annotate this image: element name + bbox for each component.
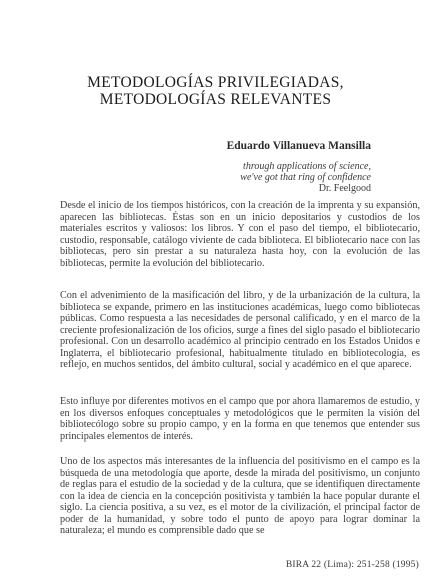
body-paragraph-3: Esto influye por diferentes motivos en el campo que por ahora llamaremos de estudio, y en los diversos enfoques conceptuales y metodológicos que le permiten la visión del bibliotecólogo sobre su propio campo, y en la forma en que tenemos que entender sus principales elementos de interés.	[60, 396, 420, 442]
page-footer-citation: BIRA 22 (Lima): 251-258 (1995)	[285, 560, 419, 570]
body-paragraph-4: Uno de los aspectos más interesantes de la influencia del positivismo en el campo es la búsqueda de una metodología que aporte, desde la mirada del positivismo, un conjunto de reglas para el estudio de la sociedad y de la cultura, que se identifiquen directamente con la idea de ciencia en la concepción positivista y también la hace popular durante el siglo. La ciencia positiva, a su vez, es el motor de la civilización, el principal factor de poder de la humanidad, y sobre todo el punto de apoyo para lograr dominar la naturaleza; el mundo es comprensible dado que se	[60, 456, 420, 537]
author-name: Eduardo Villanueva Mansilla	[226, 140, 371, 152]
epigraph-line-2: we've got that ring of confidence	[240, 172, 371, 183]
epigraph-line-1: through applications of science,	[243, 161, 371, 172]
body-paragraph-2: Con el advenimiento de la masificación del libro, y de la urbanización de la cultura, la biblioteca se expande, primero en las instituciones académicas, luego como bibliotecas públicas. Como respuesta a las necesidades de personal calificado, y en el marco de la creciente profesionalización de los oficios, surge a fines del siglo pasado el bibliotecario profesional. Con un desarrollo académico al principio centrado en los Estados Unidos e Inglaterra, el bibliotecario profesional, habitualmente titulado en bibliotecología, es reflejo, en muchos sentidos, del ámbito cultural, social y académico en el que aparece.	[60, 290, 420, 371]
article-title-line-1: METODOLOGÍAS PRIVILEGIADAS,	[87, 74, 344, 91]
body-paragraph-1: Desde el inicio de los tiempos históricos, con la creación de la imprenta y su expansión, aparecen las bibliotecas. Éstas son en un inicio depositarios y custodios de los materiales escritos y valiosos: los libros. Y con el paso del tiempo, el bibliotecario, custodio, responsable, catálogo viviente de cada biblioteca. El bibliotecario nace con las bibliotecas, pero sin prestar a su naturaleza hasta hoy, con la evolución de las bibliotecas, permite la evolución del bibliotecario.	[60, 200, 420, 269]
epigraph-attribution: Dr. Feelgood	[318, 183, 371, 194]
article-title-line-2: METODOLOGÍAS RELEVANTES	[99, 91, 332, 108]
